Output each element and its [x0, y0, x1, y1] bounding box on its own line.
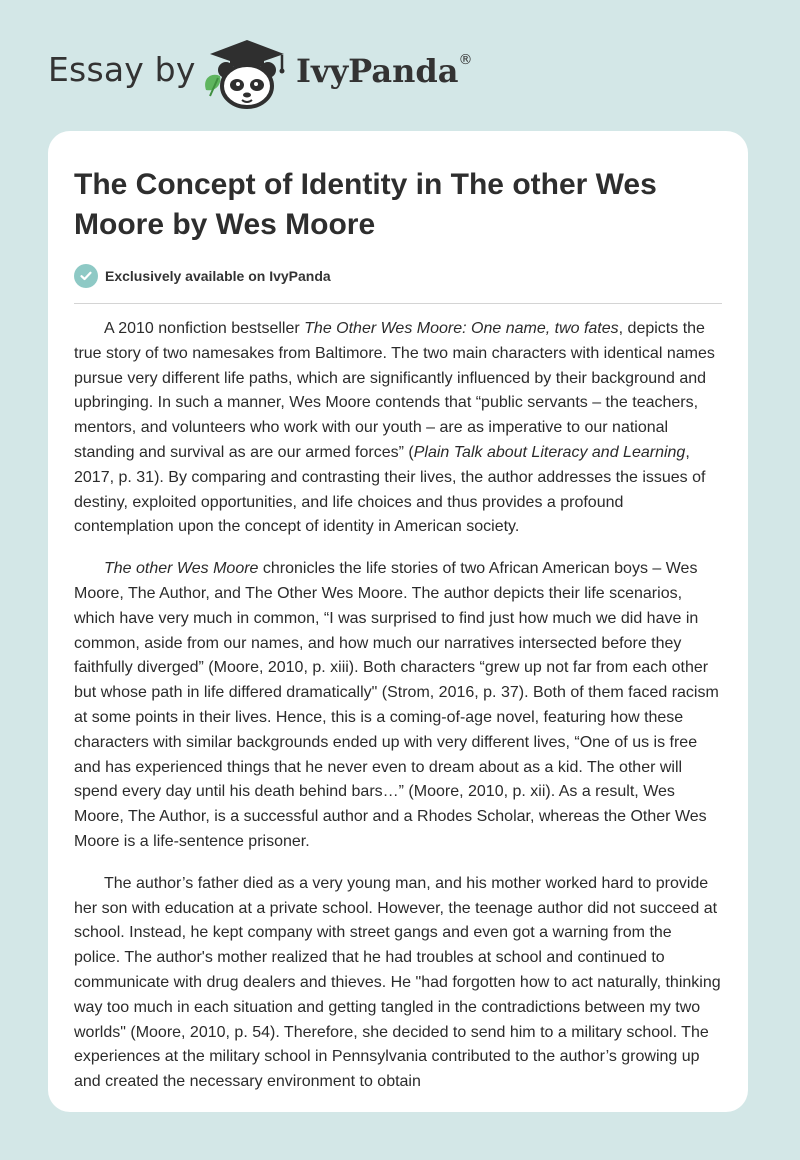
exclusive-badge — [74, 263, 331, 289]
brand-name[interactable] — [296, 52, 472, 90]
essay-title: The Concept of Identity in The other Wes Moore by Wes Moore — [74, 168, 657, 241]
paragraph — [74, 557, 722, 855]
brand-name-text: IvyPanda — [296, 52, 459, 90]
text-run: , 2017, p. 31). By comparing and contrasting their lives, the author addresses the issues of destiny, exploited opportunities, and life choices and thus provides a profound contemplation upon the concept of identity in American society. — [74, 443, 706, 536]
panda-graduate-icon[interactable] — [200, 34, 292, 110]
text-run: , depicts the true story of two namesakes from Baltimore. The two main characters with identical names pursue very different life paths, which are significantly influenced by their background and upbringing. In such a manner, Wes Moore contends that “public servants – the teachers, mentors, and volunteers who work with our youth – are as imperative to our national standing and survival as are our armed forces” ( — [74, 320, 715, 461]
paragraph — [74, 872, 722, 1095]
paragraph — [74, 317, 722, 540]
italic-run: The Other Wes Moore: One name, two fates — [304, 320, 619, 337]
essay-body — [74, 317, 722, 1112]
italic-run: Plain Talk about Literacy and Learning — [413, 443, 686, 461]
text-run: The author’s father died as a very young man, and his mother worked hard to provide her son with education at a private school. However, the teenage author did not succeed at school. Instead, he kept company with street gangs and even got a warning from the police. The author's mother realized that he had troubles at school and continued to communicate with drug dealers and thieves. He "had forgotten how to act naturally, thinking way too much in each situation and getting tangled in the contradictions between my two worlds" (Moore, 2010, p. 54). Therefore, she decided to send him to a military school. The experiences at the military school in Pennsylvania contributed to the author’s growing up and created the necessary environment to obtain — [74, 874, 721, 1091]
check-icon — [74, 264, 98, 288]
badge-label: Exclusively available on IvyPanda — [105, 268, 331, 284]
text-run: chronicles the life stories of two African American boys – Wes Moore, The Author, and The Other Wes Moore. The author depicts their life scenarios, which have very much in common, “I was surprised to find just how much we did have in common, aside from our names, and how much our narratives intersected before they faithfully diverged” (Moore, 2010, p. xiii). Both characters “grew up not far from each other but whose path in life differed dramatically" (Strom, 2016, p. 37). Both of them faced racism at some points in their lives. Hence, this is a coming-of-age novel, featuring how these characters with similar backgrounds ended up with very different lives, “One of us is free and has experienced things that he never even to dream about as a kid. The other will spend every day until his death behind bars…” (Moore, 2010, p. xii). As a result, Wes Moore, The Author, is a successful author and a Rhodes Scholar, whereas the Other Wes Moore is a life-sentence prisoner. — [74, 560, 719, 850]
italic-run: The other Wes Moore — [104, 560, 259, 578]
divider — [74, 303, 722, 304]
registered-mark: ® — [458, 52, 473, 69]
site-header — [0, 0, 800, 130]
essay-card — [48, 131, 748, 1112]
essay-by-label: Essay by — [48, 50, 196, 89]
text-run: A 2010 nonfiction bestseller — [104, 320, 305, 337]
